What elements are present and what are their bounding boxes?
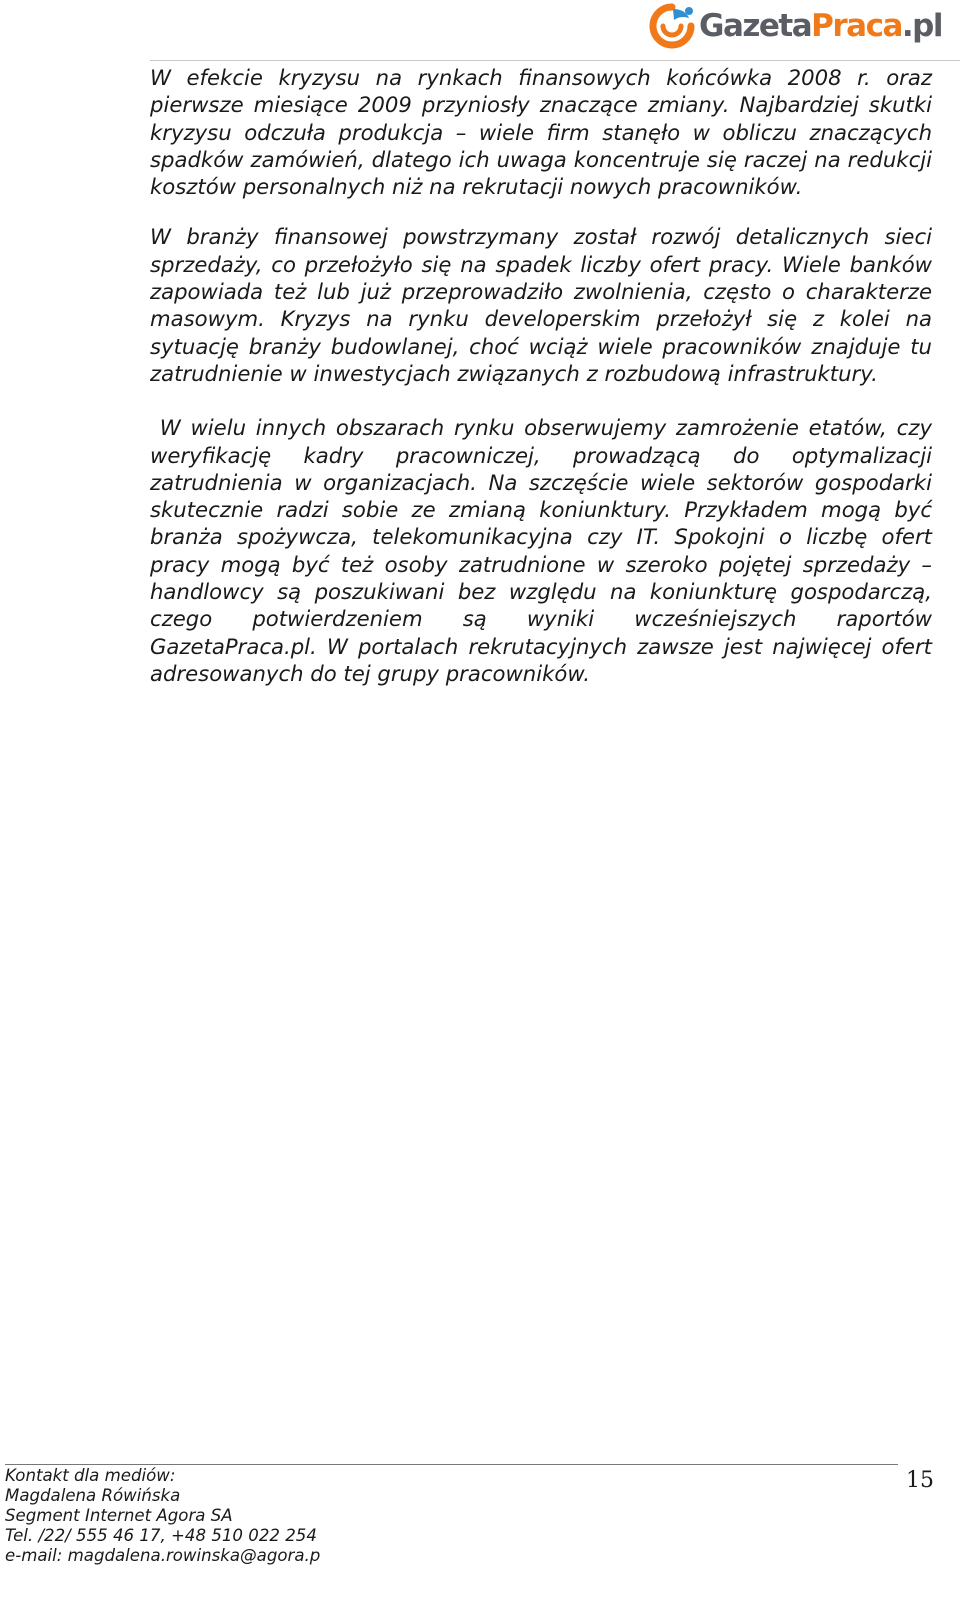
contact-company: Segment Internet Agora SA xyxy=(5,1505,233,1525)
gazetapraca-wordmark xyxy=(699,7,942,44)
contact-label: Kontakt dla mediów: xyxy=(5,1466,176,1485)
footer-divider xyxy=(5,1464,898,1465)
paragraph-3: W wielu innych obszarach rynku obserwujemy zamrożenie etatów, czy weryfikację kadry pracowniczej, prowadzącą do optymalizacji zatrudnienia w organizacjach. Na szczęście wiele sektorów gospodarki skutecznie radzi sobie ze zmianą koniunktury. Przykładem mogą być branża spożywcza, telekomunikacyjna czy IT. Spokojni o liczbę ofert pracy mogą być też osoby zatrudnione w szeroko pojętej sprzedaży – handlowcy są poszukiwani bez względu na koniunkturę gospodarczą, czego potwierdzeniem są wyniki wcześniejszych raportów GazetaPraca.pl. W portalach rekrutacyjnych zawsze jest najwięcej ofert adresowanych do tej grupy pracowników. xyxy=(150,415,939,686)
gazetapraca-logo xyxy=(649,2,942,50)
footer-contact xyxy=(5,1466,320,1566)
contact-phone: Tel. /22/ 555 46 17, +48 510 022 254 xyxy=(5,1525,317,1545)
paragraph-1: W efekcie kryzysu na rynkach finansowych końcówka 2008 r. oraz pierwsze miesiące 2009 przyniosły znaczące zmiany. Najbardziej skutki kryzysu odczuła produkcja – wiele firm stanęło w obliczu znaczących spadków zamówień, dlatego ich uwaga koncentruje się raczej na redukcji kosztów personalnych niż na rekrutacji nowych pracowników. xyxy=(150,65,932,200)
logo-text-gazeta: Gazeta xyxy=(699,7,812,44)
page-number: 15 xyxy=(906,1468,934,1493)
article-body xyxy=(150,64,939,710)
logo-text-domain: .pl xyxy=(901,7,942,44)
contact-email: e-mail: magdalena.rowinska@agora.p xyxy=(5,1545,321,1565)
contact-name: Magdalena Rówińska xyxy=(5,1485,181,1505)
gazetapraca-logo-mark-icon xyxy=(649,3,695,49)
header-divider xyxy=(150,60,960,61)
logo-text-praca: Praca xyxy=(811,7,902,44)
paragraph-2: W branży finansowej powstrzymany został rozwój detalicznych sieci sprzedaży, co przełożyło się na spadek liczby ofert pracy. Wiele banków zapowiada też lub już przeprowadziło zwolnienia, często o charakterze masowym. Kryzys na rynku developerskim przełożył się z kolei na sytuację branży budowlanej, choć wciąż wiele pracowników znajduje tu zatrudnienie w inwestycjach związanych z rozbudową infrastruktury. xyxy=(150,224,932,386)
